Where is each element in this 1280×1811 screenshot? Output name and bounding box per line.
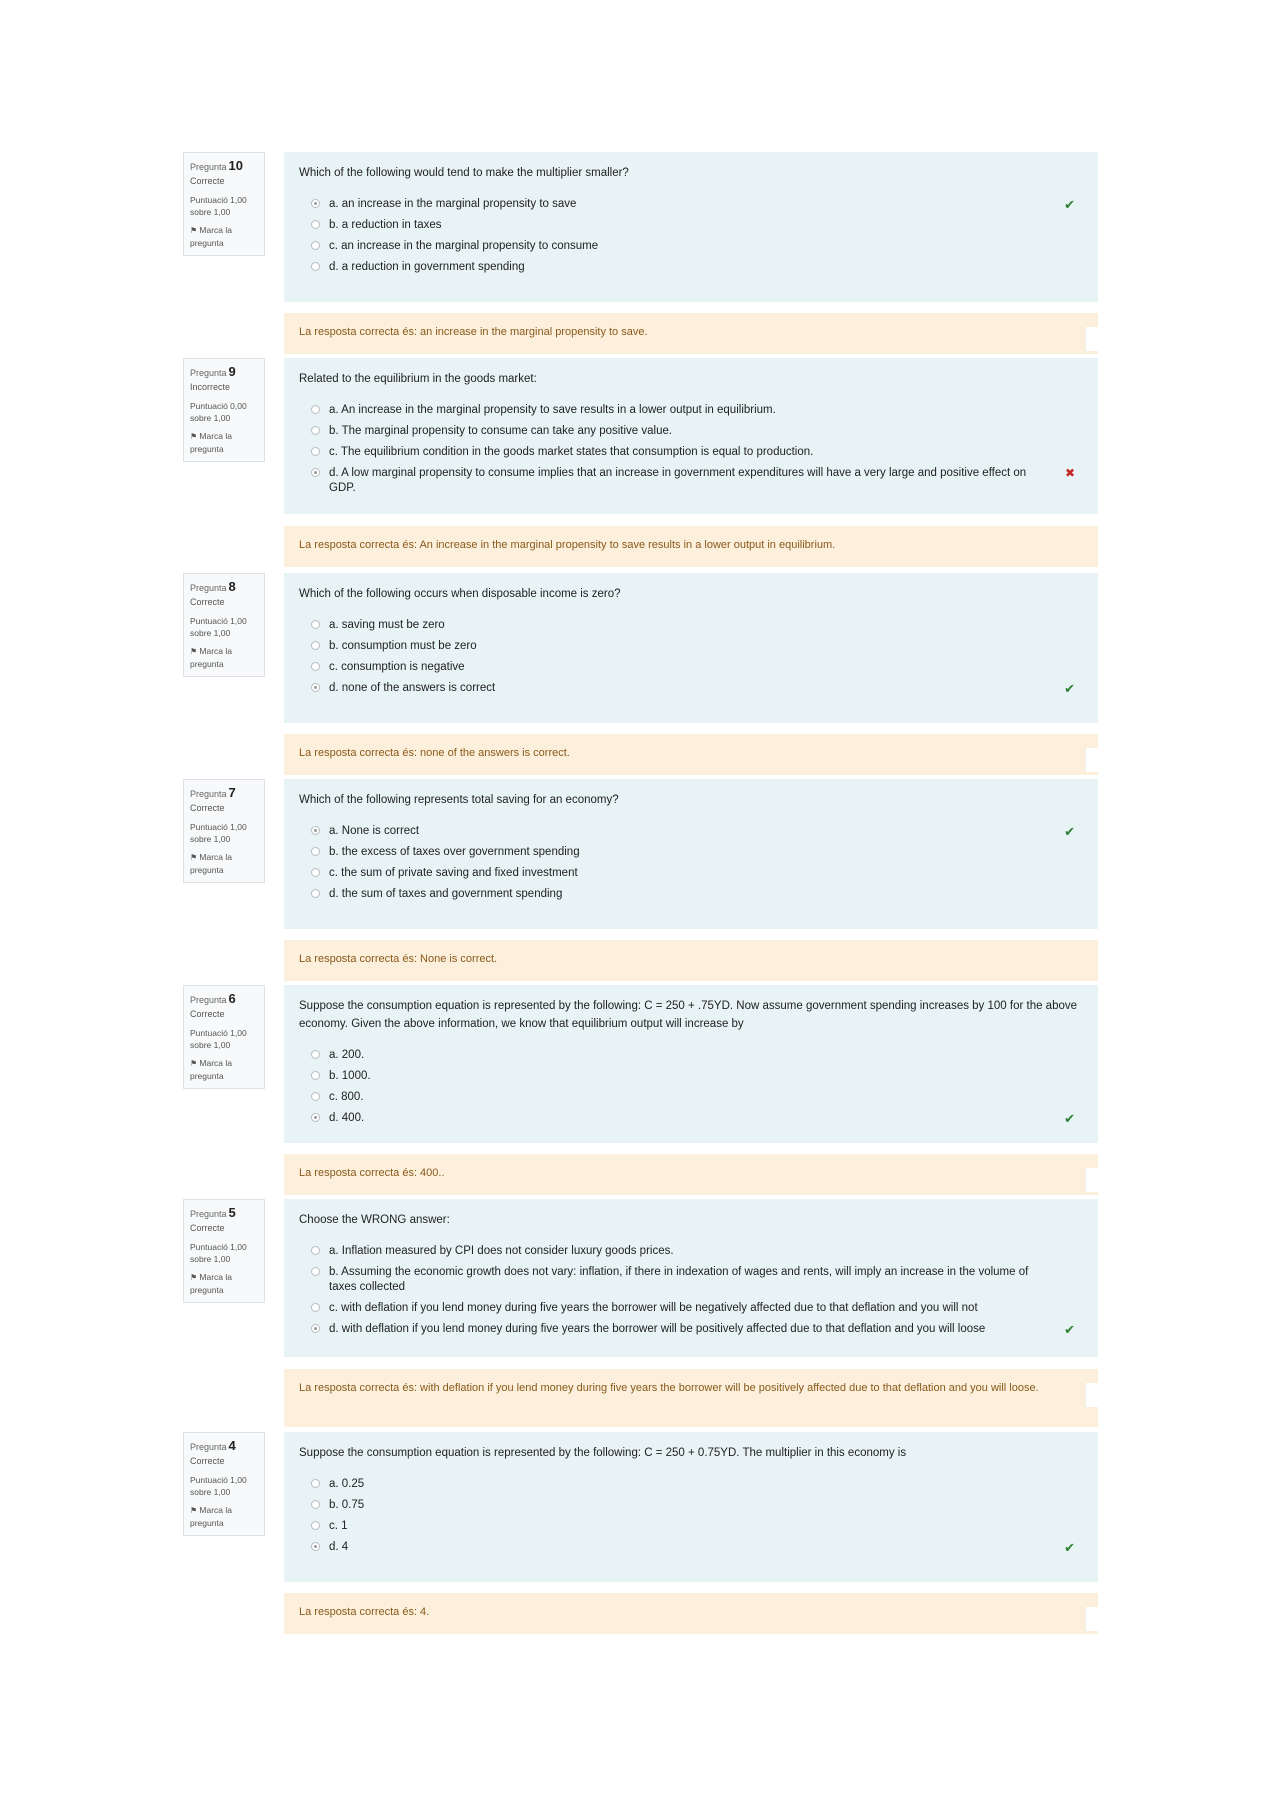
answer-option[interactable] <box>305 1265 1083 1295</box>
answer-option[interactable] <box>305 681 1083 696</box>
radio-button[interactable] <box>311 220 320 229</box>
radio-button[interactable] <box>311 199 320 208</box>
question-number-value: 10 <box>228 158 243 173</box>
answer-options <box>299 1477 1083 1555</box>
answer-option[interactable] <box>305 466 1083 496</box>
answer-option-label: a. an increase in the marginal propensity to save <box>329 198 577 210</box>
answer-option[interactable] <box>305 1301 1083 1316</box>
check-icon: ✔ <box>1064 197 1075 212</box>
answer-option[interactable] <box>305 845 1083 860</box>
question-number-value: 7 <box>228 785 236 800</box>
answer-option[interactable] <box>305 824 1083 839</box>
flag-label[interactable]: Marca la pregunta <box>190 1505 232 1528</box>
question-grade: Puntuació 0,00 sobre 1,00 <box>190 401 247 423</box>
flag-label[interactable]: Marca la pregunta <box>190 1272 232 1295</box>
flag-question-link[interactable] <box>190 645 259 670</box>
answer-option-label: d. A low marginal propensity to consume implies that an increase in government expenditures will have a very large and positive effect on GDP. <box>329 467 1027 494</box>
question-state: Incorrecte <box>190 382 231 392</box>
question-grade: Puntuació 1,00 sobre 1,00 <box>190 195 247 217</box>
radio-button[interactable] <box>311 683 320 692</box>
flag-question-link[interactable] <box>190 224 259 249</box>
flag-question-link[interactable] <box>190 1057 259 1082</box>
flag-label[interactable]: Marca la pregunta <box>190 1058 232 1081</box>
edge-tab <box>1085 748 1100 772</box>
question-state: Correcte <box>190 176 225 186</box>
check-icon: ✔ <box>1064 681 1075 696</box>
answer-option[interactable] <box>305 1244 1083 1259</box>
answer-option-label: c. 1 <box>329 1520 348 1532</box>
radio-button[interactable] <box>311 662 320 671</box>
radio-button[interactable] <box>311 1542 320 1551</box>
flag-question-link[interactable] <box>190 1504 259 1529</box>
check-icon: ✔ <box>1064 1540 1075 1555</box>
answer-option[interactable] <box>305 887 1083 902</box>
question-number-value: 6 <box>228 991 236 1006</box>
radio-button[interactable] <box>311 1500 320 1509</box>
edge-tab <box>1085 327 1100 351</box>
question-label: Pregunta <box>190 1442 227 1452</box>
answer-option[interactable] <box>305 1498 1083 1513</box>
question-number-value: 8 <box>228 579 236 594</box>
answer-option[interactable] <box>305 424 1083 439</box>
question-grade: Puntuació 1,00 sobre 1,00 <box>190 1475 247 1497</box>
radio-button[interactable] <box>311 1324 320 1333</box>
question-info <box>183 573 265 677</box>
answer-option-label: d. 4 <box>329 1541 349 1553</box>
answer-options <box>299 403 1083 496</box>
flag-label[interactable]: Marca la pregunta <box>190 852 232 875</box>
radio-button[interactable] <box>311 1303 320 1312</box>
question-text: Which of the following represents total saving for an economy? <box>299 794 619 806</box>
radio-button[interactable] <box>311 405 320 414</box>
answer-option[interactable] <box>305 866 1083 881</box>
correct-answer-feedback <box>284 1369 1098 1427</box>
question-content <box>284 358 1098 514</box>
radio-button[interactable] <box>311 1071 320 1080</box>
question-number <box>190 365 259 380</box>
question-label: Pregunta <box>190 368 227 378</box>
answer-option[interactable] <box>305 1477 1083 1492</box>
edge-tab <box>1085 1607 1100 1631</box>
answer-option-label: c. the sum of private saving and fixed investment <box>329 867 578 879</box>
question-number <box>190 580 259 595</box>
answer-option-label: c. 800. <box>329 1091 364 1103</box>
feedback-text: La resposta correcta és: None is correct. <box>299 953 498 965</box>
question-text: Which of the following occurs when disposable income is zero? <box>299 588 621 600</box>
question-content <box>284 152 1098 302</box>
flag-label[interactable]: Marca la pregunta <box>190 431 232 454</box>
feedback-text: La resposta correcta és: 400.. <box>299 1167 445 1179</box>
answer-option-label: d. the sum of taxes and government spending <box>329 888 563 900</box>
question-content <box>284 1199 1098 1357</box>
question-label: Pregunta <box>190 995 227 1005</box>
answer-options <box>299 618 1083 696</box>
answer-options <box>299 1244 1083 1337</box>
answer-option[interactable] <box>305 197 1083 212</box>
question-number <box>190 159 259 174</box>
flag-label[interactable]: Marca la pregunta <box>190 225 232 248</box>
answer-option-label: a. None is correct <box>329 825 420 837</box>
radio-button[interactable] <box>311 241 320 250</box>
edge-tab <box>1085 1168 1100 1192</box>
check-icon: ✔ <box>1064 824 1075 839</box>
question-label: Pregunta <box>190 162 227 172</box>
question-info <box>183 1199 265 1303</box>
edge-tab <box>1085 1383 1100 1407</box>
question-text: Suppose the consumption equation is represented by the following: C = 250 + 0.75YD. The multiplier in this economy is <box>299 1447 907 1459</box>
correct-answer-feedback <box>284 526 1098 567</box>
answer-option-label: b. 0.75 <box>329 1499 365 1511</box>
question-label: Pregunta <box>190 1209 227 1219</box>
answer-option-label: b. 1000. <box>329 1070 371 1082</box>
question-grade: Puntuació 1,00 sobre 1,00 <box>190 822 247 844</box>
answer-option[interactable] <box>305 1048 1083 1063</box>
radio-button[interactable] <box>311 1113 320 1122</box>
answer-option[interactable] <box>305 218 1083 233</box>
question-number <box>190 1206 259 1221</box>
radio-button[interactable] <box>311 447 320 456</box>
answer-option-label: b. Assuming the economic growth does not vary: inflation, if there in indexation of wages and rents, will imply an increase in the volume of taxes collected <box>329 1266 1029 1293</box>
question-state: Correcte <box>190 1009 225 1019</box>
answer-options <box>299 1048 1083 1126</box>
answer-option-label: d. none of the answers is correct <box>329 682 496 694</box>
correct-answer-feedback <box>284 734 1098 775</box>
radio-button[interactable] <box>311 868 320 877</box>
flag-icon[interactable]: ⚑ <box>190 432 200 441</box>
flag-icon[interactable]: ⚑ <box>190 1059 200 1068</box>
answer-option[interactable] <box>305 403 1083 418</box>
answer-option-label: a. 0.25 <box>329 1478 365 1490</box>
answer-option-label: c. consumption is negative <box>329 661 465 673</box>
flag-question-link[interactable] <box>190 1271 259 1296</box>
correct-answer-feedback <box>284 1154 1098 1195</box>
feedback-text: La resposta correcta és: with deflation if you lend money during five years the borrower will be positively affected due to that deflation and you will loose. <box>299 1382 1039 1394</box>
answer-option[interactable] <box>305 1540 1083 1555</box>
flag-question-link[interactable] <box>190 851 259 876</box>
answer-option[interactable] <box>305 1519 1083 1534</box>
radio-button[interactable] <box>311 889 320 898</box>
answer-option-label: a. An increase in the marginal propensity to save results in a lower output in equilibrium. <box>329 404 776 416</box>
question-state: Correcte <box>190 1456 225 1466</box>
answer-option[interactable] <box>305 618 1083 633</box>
question-info <box>183 358 265 462</box>
answer-option-label: d. with deflation if you lend money during five years the borrower will be positively affected due to that deflation and you will loose <box>329 1323 986 1335</box>
answer-option-label: d. a reduction in government spending <box>329 261 525 273</box>
question-text: Suppose the consumption equation is represented by the following: C = 250 + .75YD. Now assume government spending increases by 100 for the above economy. Given the above information, we know that equilibrium output will increase by <box>299 1000 1078 1030</box>
answer-option[interactable] <box>305 239 1083 254</box>
answer-option-label: c. with deflation if you lend money during five years the borrower will be negatively affected due to that deflation and you will not <box>329 1302 978 1314</box>
feedback-text: La resposta correcta és: 4. <box>299 1606 430 1618</box>
answer-option[interactable] <box>305 639 1083 654</box>
answer-option-label: a. 200. <box>329 1049 365 1061</box>
question-content <box>284 1432 1098 1582</box>
answer-option[interactable] <box>305 1322 1083 1337</box>
question-content <box>284 779 1098 929</box>
question-grade: Puntuació 1,00 sobre 1,00 <box>190 1242 247 1264</box>
radio-button[interactable] <box>311 826 320 835</box>
question-number <box>190 992 259 1007</box>
question-label: Pregunta <box>190 583 227 593</box>
flag-question-link[interactable] <box>190 430 259 455</box>
feedback-text: La resposta correcta és: an increase in the marginal propensity to save. <box>299 326 648 338</box>
answer-option-label: b. The marginal propensity to consume can take any positive value. <box>329 425 673 437</box>
answer-option[interactable] <box>305 1111 1083 1126</box>
question-grade: Puntuació 1,00 sobre 1,00 <box>190 616 247 638</box>
flag-icon[interactable]: ⚑ <box>190 1506 200 1515</box>
radio-button[interactable] <box>311 426 320 435</box>
question-number-value: 9 <box>228 364 236 379</box>
answer-option[interactable] <box>305 445 1083 460</box>
answer-option[interactable] <box>305 260 1083 275</box>
cross-icon: ✖ <box>1064 466 1075 480</box>
question-label: Pregunta <box>190 789 227 799</box>
flag-icon[interactable]: ⚑ <box>190 1273 200 1282</box>
question-number <box>190 786 259 801</box>
question-content <box>284 573 1098 723</box>
answer-options <box>299 197 1083 275</box>
flag-icon[interactable]: ⚑ <box>190 647 200 656</box>
check-icon: ✔ <box>1064 1322 1075 1337</box>
question-state: Correcte <box>190 1223 225 1233</box>
answer-option-label: b. the excess of taxes over government spending <box>329 846 580 858</box>
question-state: Correcte <box>190 803 225 813</box>
question-number <box>190 1439 259 1454</box>
question-text: Choose the WRONG answer: <box>299 1214 450 1226</box>
answer-option[interactable] <box>305 660 1083 675</box>
question-text: Related to the equilibrium in the goods market: <box>299 373 537 385</box>
answer-option[interactable] <box>305 1069 1083 1084</box>
question-info <box>183 1432 265 1536</box>
question-number-value: 4 <box>228 1438 236 1453</box>
answer-option-label: a. Inflation measured by CPI does not consider luxury goods prices. <box>329 1245 674 1257</box>
check-icon: ✔ <box>1064 1111 1075 1126</box>
flag-icon[interactable]: ⚑ <box>190 226 200 235</box>
radio-button[interactable] <box>311 641 320 650</box>
question-content <box>284 985 1098 1143</box>
correct-answer-feedback <box>284 940 1098 981</box>
radio-button[interactable] <box>311 1092 320 1101</box>
flag-icon[interactable]: ⚑ <box>190 853 200 862</box>
question-info <box>183 152 265 256</box>
radio-button[interactable] <box>311 1050 320 1059</box>
feedback-text: La resposta correcta és: An increase in the marginal propensity to save results in a lower output in equilibrium. <box>299 539 836 551</box>
question-info <box>183 779 265 883</box>
radio-button[interactable] <box>311 468 320 477</box>
answer-option[interactable] <box>305 1090 1083 1105</box>
answer-option-label: a. saving must be zero <box>329 619 445 631</box>
answer-options <box>299 824 1083 902</box>
question-state: Correcte <box>190 597 225 607</box>
correct-answer-feedback <box>284 313 1098 354</box>
radio-button[interactable] <box>311 1246 320 1255</box>
answer-option-label: c. an increase in the marginal propensity to consume <box>329 240 599 252</box>
answer-option-label: c. The equilibrium condition in the goods market states that consumption is equal to production. <box>329 446 814 458</box>
answer-option-label: d. 400. <box>329 1112 365 1124</box>
radio-button[interactable] <box>311 847 320 856</box>
radio-button[interactable] <box>311 1479 320 1488</box>
radio-button[interactable] <box>311 1521 320 1530</box>
flag-label[interactable]: Marca la pregunta <box>190 646 232 669</box>
question-grade: Puntuació 1,00 sobre 1,00 <box>190 1028 247 1050</box>
radio-button[interactable] <box>311 620 320 629</box>
feedback-text: La resposta correcta és: none of the answers is correct. <box>299 747 570 759</box>
correct-answer-feedback <box>284 1593 1098 1634</box>
radio-button[interactable] <box>311 1267 320 1276</box>
answer-option-label: b. consumption must be zero <box>329 640 477 652</box>
radio-button[interactable] <box>311 262 320 271</box>
question-info <box>183 985 265 1089</box>
question-number-value: 5 <box>228 1205 236 1220</box>
question-text: Which of the following would tend to make the multiplier smaller? <box>299 167 629 179</box>
answer-option-label: b. a reduction in taxes <box>329 219 442 231</box>
